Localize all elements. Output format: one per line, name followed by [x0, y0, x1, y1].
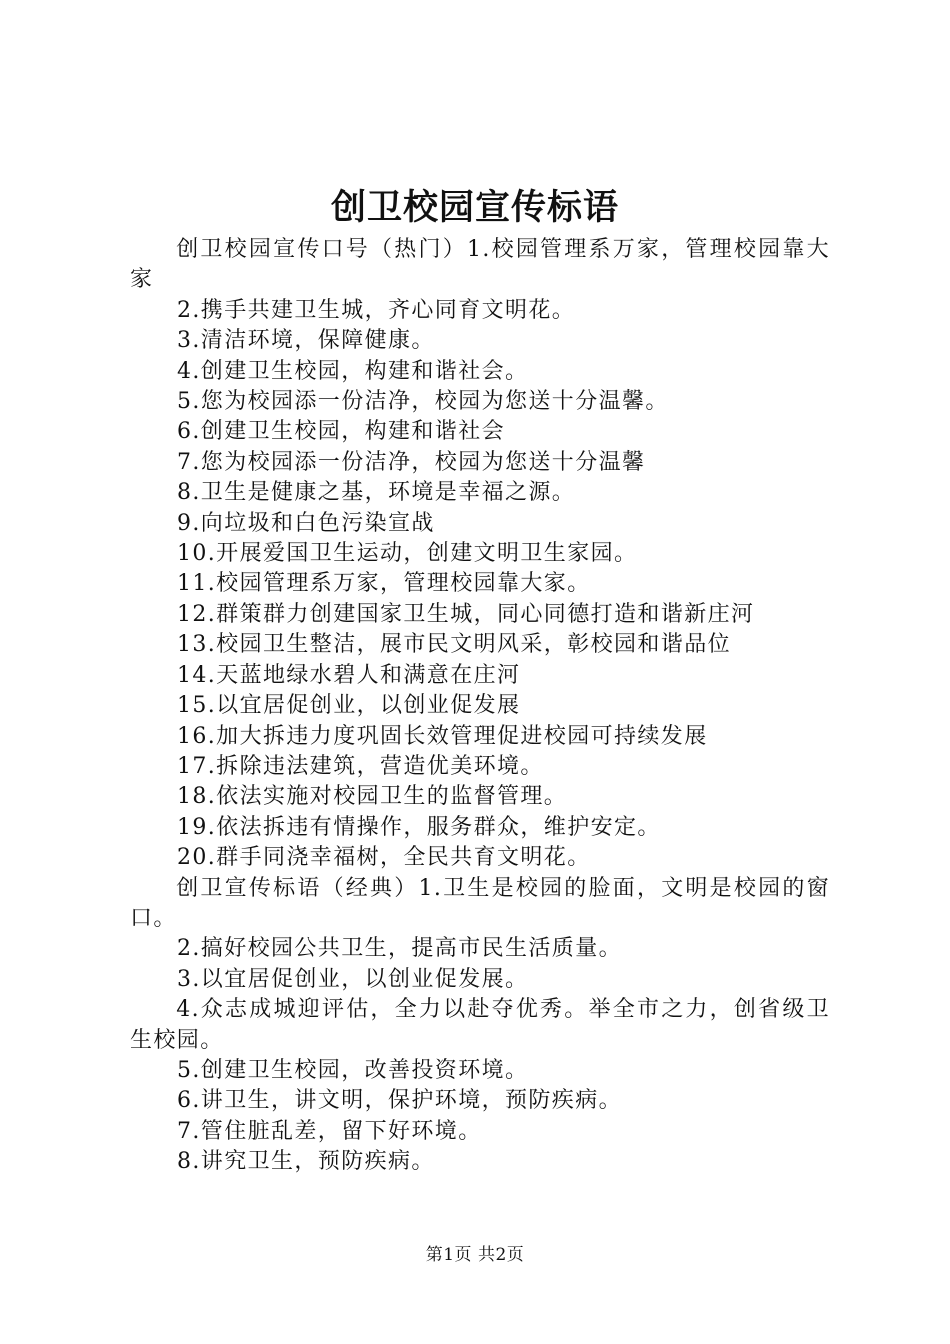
list-item: 6.讲卫生，讲文明，保护环境，预防疾病。	[177, 1088, 622, 1114]
list-item: 13.校园卫生整洁，展市民文明风采，彰校园和谐品位	[177, 632, 731, 658]
paragraph: 创卫宣传标语（经典）1.卫生是校园的脸面，文明是校园的窗口。	[130, 875, 830, 931]
list-item: 8.讲究卫生，预防疾病。	[177, 1149, 435, 1175]
list-item: 18.依法实施对校园卫生的监督管理。	[177, 784, 568, 810]
paragraph: 创卫校园宣传口号（热门）1.校园管理系万家，管理校园靠大家	[130, 237, 830, 293]
list-item: 9.向垃圾和白色污染宣战	[177, 510, 435, 536]
list-item: 8.卫生是健康之基，环境是幸福之源。	[177, 480, 576, 506]
document-body	[130, 235, 830, 1178]
list-item: 11.校园管理系万家，管理校园靠大家。	[177, 571, 591, 597]
list-item: 16.加大拆违力度巩固长效管理促进校园可持续发展	[177, 723, 708, 749]
list-item: 3.清洁环境，保障健康。	[177, 328, 435, 354]
list-item: 17.拆除违法建筑，营造优美环境。	[177, 753, 544, 779]
list-item: 4.创建卫生校园，构建和谐社会。	[177, 358, 529, 384]
list-item: 15.以宜居促创业，以创业促发展	[177, 693, 521, 719]
list-item: 10.开展爱国卫生运动，创建文明卫生家园。	[177, 541, 638, 567]
page-footer: 第1页 共2页	[425, 1245, 525, 1265]
document-title: 创卫校园宣传标语	[330, 187, 619, 228]
paragraph: 4.众志成城迎评估，全力以赴夺优秀。举全市之力，创省级卫生校园。	[130, 997, 830, 1053]
list-item: 2.搞好校园公共卫生，提高市民生活质量。	[177, 936, 622, 962]
list-item: 6.创建卫生校园，构建和谐社会	[177, 419, 505, 445]
list-item: 2.携手共建卫生城，齐心同育文明花。	[177, 297, 576, 323]
list-item: 5.创建卫生校园，改善投资环境。	[177, 1057, 529, 1083]
list-item: 3.以宜居促创业，以创业促发展。	[177, 966, 529, 992]
list-item: 5.您为校园添一份洁净，校园为您送十分温馨。	[177, 389, 669, 415]
list-item: 19.依法拆违有情操作，服务群众，维护安定。	[177, 814, 661, 840]
list-item: 14.天蓝地绿水碧人和满意在庄河	[177, 662, 521, 688]
list-item: 7.管住脏乱差，留下好环境。	[177, 1118, 482, 1144]
list-item: 12.群策群力创建国家卫生城，同心同德打造和谐新庄河	[177, 601, 755, 627]
list-item: 7.您为校园添一份洁净，校园为您送十分温馨	[177, 449, 646, 475]
list-item: 20.群手同浇幸福树，全民共育文明花。	[177, 845, 591, 871]
